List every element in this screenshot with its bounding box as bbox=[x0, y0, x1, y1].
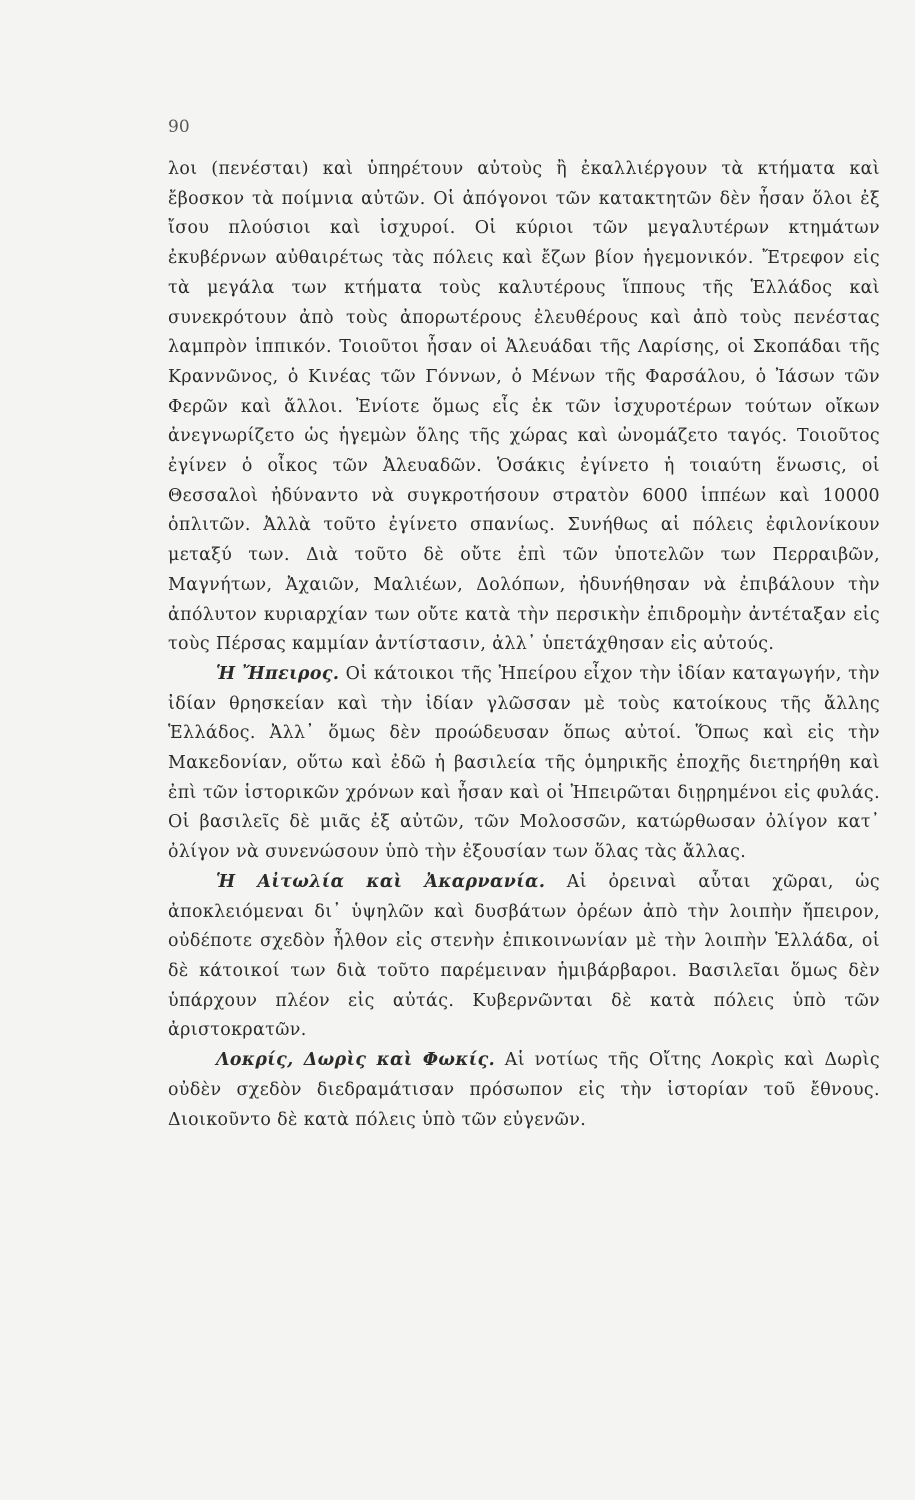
paragraph bbox=[168, 1046, 880, 1135]
paragraph-text: Αἱ νοτίως τῆς Οἴτης Λοκρὶς καὶ Δωρὶς οὐδὲν σχεδὸν διεδραμάτισαν πρόσωπον εἰς τὴν ἱστορίαν τοῦ ἔθνους. Διοικοῦντο δὲ κατὰ πόλεις ὑπὸ τῶν εὐγενῶν. bbox=[168, 1050, 880, 1130]
paragraph-text: Οἱ κάτοικοι τῆς Ἠπείρου εἶχον τὴν ἰδίαν καταγωγήν, τὴν ἰδίαν θρησκείαν καὶ τὴν ἰδίαν γλῶσσαν μὲ τοὺς κατοίκους τῆς ἄλλης Ἑλλάδος. Ἀλλ᾿ ὅμως δὲν προώδευσαν ὅπως αὐτοί. Ὅπως καὶ εἰς τὴν Μακεδονίαν, οὕτω καὶ ἐδῶ ἡ βασιλεία τῆς ὁμηρικῆς ἐποχῆς διετηρήθη καὶ ἐπὶ τῶν ἱστορικῶν χρόνων καὶ ἦσαν καὶ οἱ Ἠπειρῶται διῃρημένοι εἰς φυλάς. Οἱ βασιλεῖς δὲ μιᾶς ἐξ αὐτῶν, τῶν Μολοσσῶν, κατώρθωσαν ὀλίγον κατ᾿ ὀλίγον νὰ συνενώσουν ὑπὸ τὴν ἐξουσίαν των ὅλας τὰς ἄλλας. bbox=[168, 663, 880, 863]
page-number: 90 bbox=[168, 117, 190, 137]
paragraph bbox=[168, 155, 880, 660]
body-text bbox=[168, 155, 880, 1135]
paragraph bbox=[168, 660, 880, 868]
paragraph bbox=[168, 868, 880, 1046]
section-heading: Ἡ Ἤπειρος. bbox=[216, 663, 340, 684]
paragraph-text: λοι (πενέσται) καὶ ὑπηρέτουν αὐτοὺς ἢ ἐκαλλιέργουν τὰ κτήματα καὶ ἔβοσκον τὰ ποίμνια αὐτῶν. Οἱ ἀπόγονοι τῶν κατακτητῶν δὲν ἦσαν ὅλοι ἐξ ἴσου πλούσιοι καὶ ἰσχυροί. Οἱ κύριοι τῶν μεγαλυτέρων κτημάτων ἐκυβέρνων αὐθαιρέτως τὰς πόλεις καὶ ἔζων βίον ἡγεμονικόν. Ἔτρεφον εἰς τὰ μεγάλα των κτήματα τοὺς καλυτέρους ἵππους τῆς Ἑλλάδος καὶ συνεκρότουν ἀπὸ τοὺς ἀπορωτέρους ἐλευθέρους καὶ ἀπὸ τοὺς πενέστας λαμπρὸν ἱππικόν. Τοιοῦτοι ἦσαν οἱ Ἀλευάδαι τῆς Λαρίσης, οἱ Σκοπάδαι τῆς Κραννῶνος, ὁ Κινέας τῶν Γόννων, ὁ Μένων τῆς Φαρσάλου, ὁ Ἰάσων τῶν Φερῶν καὶ ἄλλοι. Ἐνίοτε ὅμως εἷς ἐκ τῶν ἰσχυροτέρων τούτων οἴκων ἀνεγνωρίζετο ὡς ἡγεμὼν ὅλης τῆς χώρας καὶ ὠνομάζετο ταγός. Τοιοῦτος ἐγίνεν ὁ οἶκος τῶν Ἀλευαδῶν. Ὁσάκις ἐγίνετο ἡ τοιαύτη ἕνωσις, οἱ Θεσσαλοὶ ἠδύναντο νὰ συγκροτήσουν στρατὸν 6000 ἱππέων καὶ 10000 ὁπλιτῶν. Ἀλλὰ τοῦτο ἐγίνετο σπανίως. Συνήθως αἱ πόλεις ἐφιλονίκουν μεταξύ των. Διὰ τοῦτο δὲ οὔτε ἐπὶ τῶν ὑποτελῶν των Περραιβῶν, Μαγνήτων, Ἀχαιῶν, Μαλιέων, Δολόπων, ἠδυνήθησαν νὰ ἐπιβάλουν τὴν ἀπόλυτον κυριαρχίαν των οὔτε κατὰ τὴν περσικὴν ἐπιδρομὴν ἀντέταξαν εἰς τοὺς Πέρσας καμμίαν ἀντίστασιν, ἀλλ᾿ ὑπετάχθησαν εἰς αὐτούς. bbox=[168, 159, 880, 655]
section-heading: Λοκρίς, Δωρὶς καὶ Φωκίς. bbox=[216, 1050, 496, 1071]
section-heading: Ἡ Αἰτωλία καὶ Ἀκαρνανία. bbox=[216, 871, 546, 892]
paragraph-text: Αἱ ὀρειναὶ αὗται χῶραι, ὡς ἀποκλειόμεναι δι᾿ ὑψηλῶν καὶ δυσβάτων ὀρέων ἀπὸ τὴν λοιπὴν ἤπειρον, οὐδέποτε σχεδὸν ἦλθον εἰς στενὴν ἐπικοινωνίαν μὲ τὴν λοιπὴν Ἑλλάδα, οἱ δὲ κάτοικοί των διὰ τοῦτο παρέμειναν ἡμιβάρβαροι. Βασιλεῖαι ὅμως δὲν ὑπάρχουν πλέον εἰς αὐτάς. Κυβερνῶνται δὲ κατὰ πόλεις ὑπὸ τῶν ἀριστοκρατῶν. bbox=[168, 871, 880, 1041]
